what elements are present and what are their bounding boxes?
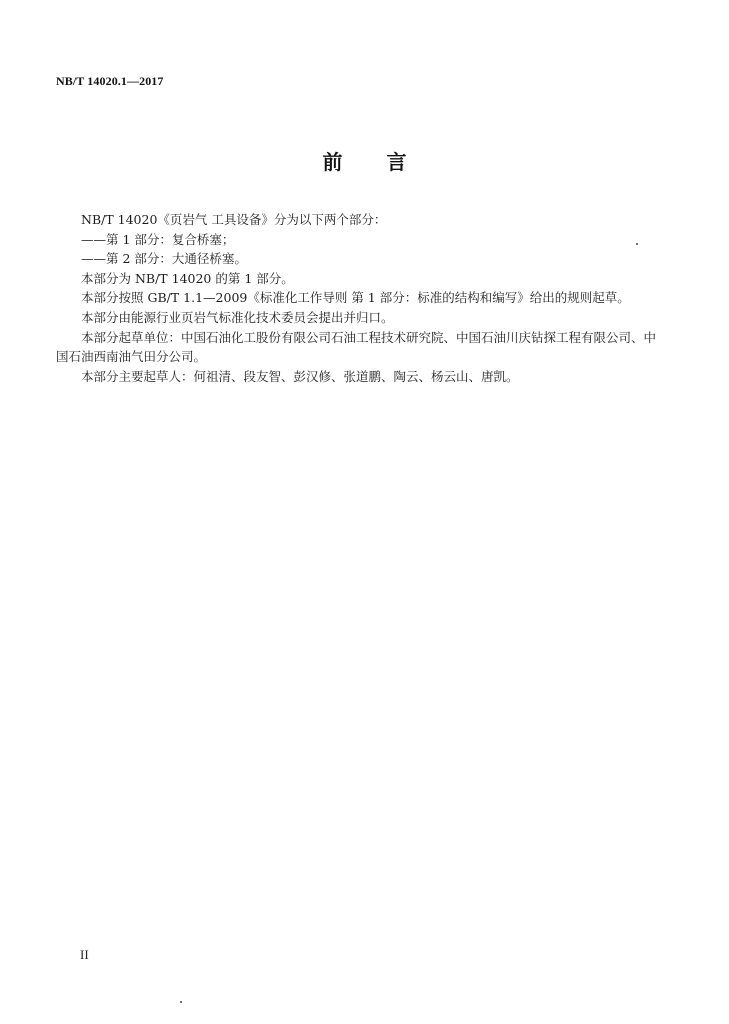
paragraph-parts-intro: NB/T 14020《页岩气 工具设备》分为以下两个部分： [81,212,387,227]
page-number: II [80,947,89,962]
scan-speck [180,1001,182,1003]
paragraph-proposed-by: 本部分由能源行业页岩气标准化技术委员会提出并归口。 [81,309,394,325]
list-item-part-2: ——第 2 部分：大通径桥塞。 [81,251,247,267]
list-item-part-1: ——第 1 部分：复合桥塞； [81,231,235,247]
paragraph-this-part: 本部分为 NB/T 14020 的第 1 部分。 [81,270,294,286]
scan-speck [636,243,638,245]
standard-number-header: NB/T 14020.1—2017 [56,74,164,88]
title-char-2: 言 [386,150,407,174]
foreword-body [56,210,656,386]
paragraph-drafters: 本部分主要起草人：何祖清、段友智、彭汉修、张道鹏、陶云、杨云山、唐凯。 [81,368,519,384]
paragraph-drafting-units: 本部分起草单位：中国石油化工股份有限公司石油工程技术研究院、中国石油川庆钻探工程有限公司、中国石油西南油气田分公司。 [56,329,657,365]
page-title [0,146,729,175]
title-char-1: 前 [322,150,343,174]
paragraph-drafting-rules: 本部分按照 GB/T 1.1—2009《标准化工作导则 第 1 部分：标准的结构和编写》给出的规则起草。 [81,290,630,306]
